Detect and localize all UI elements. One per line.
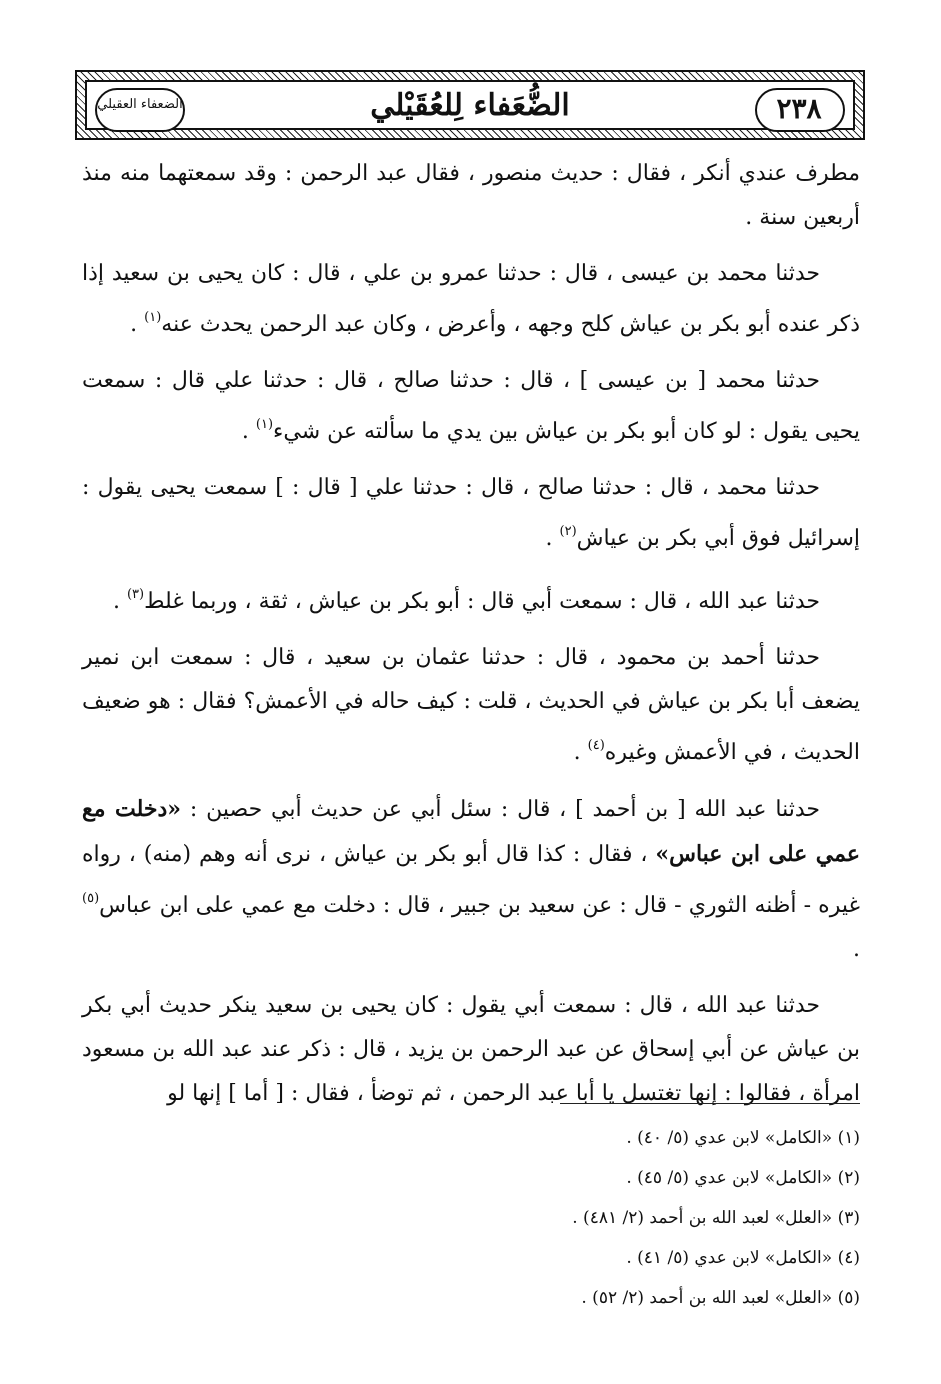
hadith-quote: «دخلت مع عمي على ابن عباس»: [82, 796, 860, 867]
paragraph: [82, 984, 860, 1116]
footnote: (١) «الكامل» لابن عدي (٥/ ٤٠) .: [626, 1128, 860, 1148]
paragraph-text: حدثنا عبد الله ، قال : سمعت أبي يقول : كان يحيى بن سعيد ينكر حديث أبي بكر بن عياش عن أبي إسحاق عن عبد الرحمن بن يزيد ، قال : ذكر عند عبد الله بن مسعود امرأة ، فقالوا : إنها تغتسل يا أبا عبد الرحمن ، ثم توضأ ، فقال : [ أما ] إنها لو: [82, 993, 860, 1106]
paragraph-text: حدثنا عبد الله ، قال : سمعت أبي قال : أبو بكر بن عياش ، ثقة ، وربما غلط: [144, 589, 820, 614]
footnote: (٥) «العلل» لعبد الله بن أحمد (٢/ ٥٢) .: [581, 1288, 860, 1308]
paragraph-text: ، فقال : كذا قال أبو بكر بن عياش ، نرى أنه وهم (منه) ، رواه غيره - أظنه الثوري - قال : عن سعيد بن جبير ، قال : دخلت مع عمي على ابن عباس: [82, 842, 860, 918]
footnote: (٣) «العلل» لعبد الله بن أحمد (٢/ ٤٨١) .: [572, 1208, 860, 1228]
header-frame: [85, 80, 855, 130]
footnotes: [82, 1118, 860, 1318]
paragraph-text-start: حدثنا عبد الله [ بن أحمد ] ، قال : سئل أبي عن حديث أبي حصين :: [181, 797, 820, 822]
paragraph: [82, 252, 860, 347]
footnote: (٢) «الكامل» لابن عدي (٥/ ٤٥) .: [626, 1168, 860, 1188]
footnote-ref: (٢): [559, 524, 577, 539]
paragraph-text: حدثنا محمد ، قال : حدثنا صالح ، قال : حدثنا علي [ قال : ] سمعت يحيى يقول : إسرائيل فوق أبي بكر بن عياش: [82, 475, 860, 551]
page-header: [75, 70, 865, 140]
paragraph: [82, 787, 860, 972]
page-number-cartouche: [755, 88, 845, 132]
footnote-ref: (٤): [587, 738, 605, 753]
footnote-ref: (٣): [126, 587, 145, 602]
book-title: الضُّعَفاء لِلعُقَيْلي: [370, 88, 570, 123]
paragraph-text: حدثنا محمد [ بن عيسى ] ، قال : حدثنا صالح ، قال : حدثنا علي قال : سمعت يحيى يقول : لو كان أبو بكر بن عياش بين يدي ما سألته عن شيء: [82, 368, 860, 444]
paragraph-tail: .: [241, 419, 256, 444]
paragraph: [82, 636, 860, 775]
paragraph-text: مطرف عندي أنكر ، فقال : حديث منصور ، فقال عبد الرحمن : وقد سمعتهما منه منذ أربعين سنة .: [82, 161, 860, 230]
footnote-separator: [560, 1103, 860, 1104]
paragraph-tail: .: [853, 937, 860, 962]
main-text: [82, 152, 860, 1128]
paragraph-text: حدثنا أحمد بن محمود ، قال : حدثنا عثمان بن سعيد ، قال : سمعت ابن نمير يضعف أبا بكر بن عياش في الحديث ، قلت : كيف حاله في الأعمش؟ فقال : هو ضعيف الحديث ، في الأعمش وغيره: [82, 645, 860, 765]
paragraph-text: حدثنا محمد بن عيسى ، قال : حدثنا عمرو بن علي ، قال : كان يحيى بن سعيد إذا ذكر عنده أبو بكر بن عياش كلح وجهه ، وأعرض ، وكان عبد الرحمن يحدث عنه: [82, 261, 860, 337]
paragraph-tail: .: [130, 312, 145, 337]
footnote: (٤) «الكامل» لابن عدي (٥/ ٤١) .: [626, 1248, 860, 1268]
paragraph: [82, 573, 860, 624]
paragraph: [82, 466, 860, 561]
emblem-text: الضعفاء العقيلي: [97, 97, 183, 112]
paragraph-tail: .: [112, 589, 127, 614]
paragraph: [82, 152, 860, 240]
footnote-ref: (١): [255, 417, 274, 432]
paragraph-tail: .: [545, 526, 560, 551]
footnote-ref: (١): [144, 310, 162, 325]
footnote-ref: (٥): [82, 891, 100, 906]
book-emblem-cartouche: [95, 88, 185, 132]
paragraph: [82, 359, 860, 454]
page-number: ٢٣٨: [776, 92, 822, 125]
paragraph-tail: .: [573, 740, 588, 765]
